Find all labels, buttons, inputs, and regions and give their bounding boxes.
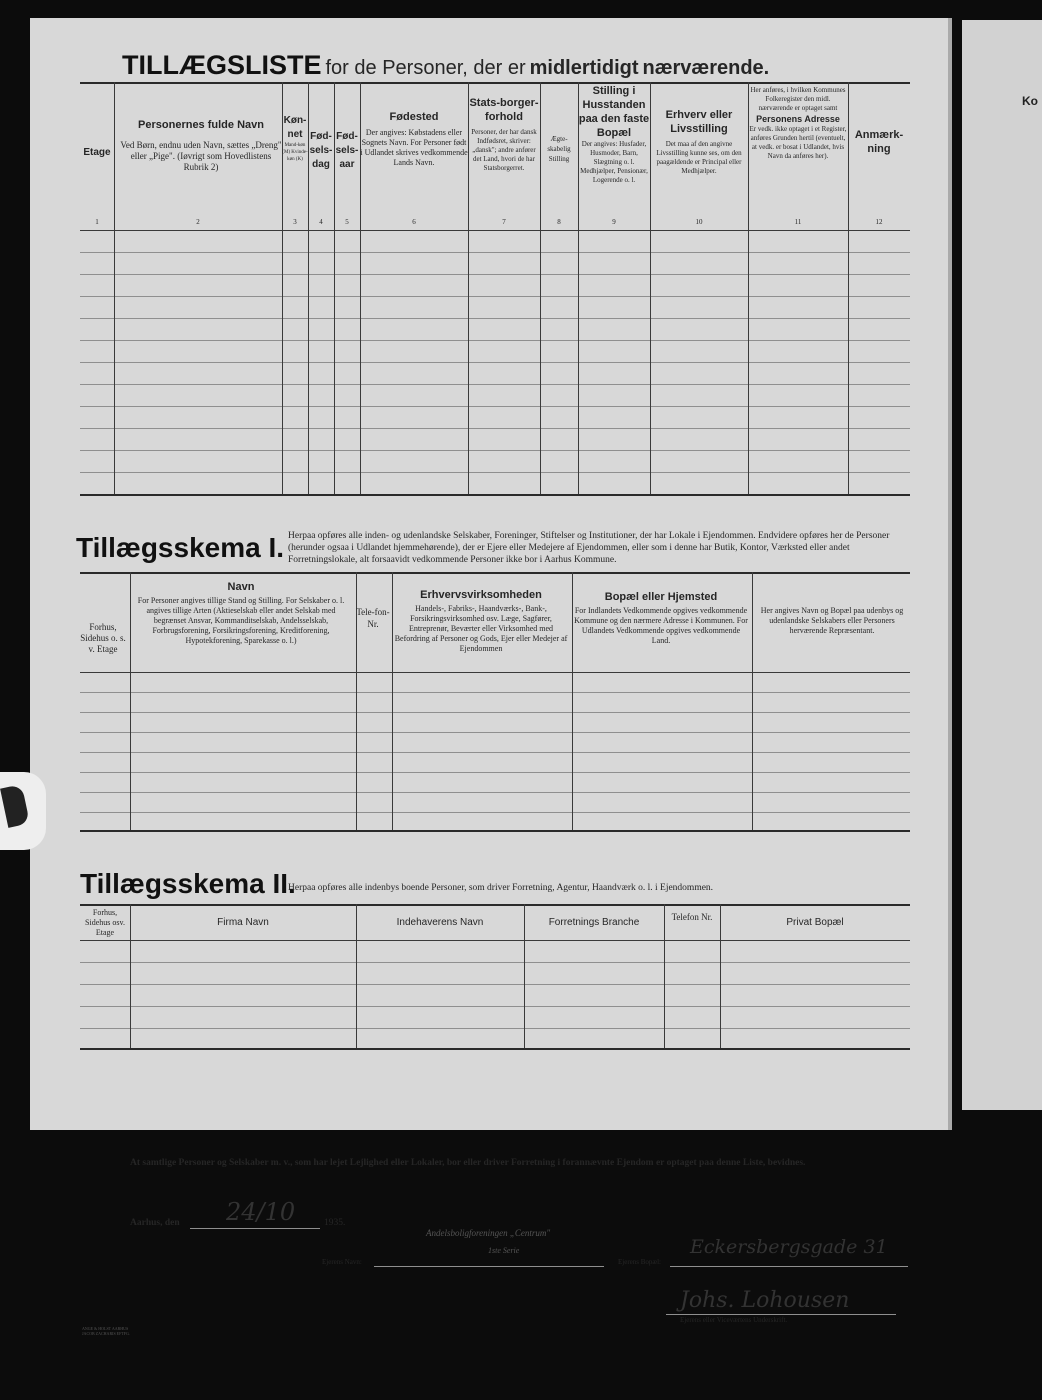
s1-col-divider-4 (752, 572, 753, 830)
main-row-line-10 (80, 472, 910, 473)
column-number: 1 (95, 218, 99, 226)
col-koen (282, 114, 308, 163)
column-number: 12 (875, 218, 883, 226)
main-col-divider-0 (114, 82, 115, 494)
s1-col-erhverv-sub: Handels-, Fabriks-, Haandværks-, Bank-, Forsikringsvirksomhed osv. Læge, Sagfører, Entreprenør, Beværter eller Virksomhed med Befordring af Personer og Gods, Ejer eller Medejer af Ejendommen (394, 604, 568, 653)
owner-addr-line (670, 1266, 908, 1267)
s1-col-etage-title: Forhus, Sidehus o. s. v. Etage (80, 622, 126, 654)
s1-row-line-2 (80, 732, 910, 733)
col-stilling-sub: Der angives: Husfader, Husmoder, Barn, Slægtning o. l. Medhjælper, Pensionær, Logerende o. l. (580, 140, 648, 184)
s1-row-line-4 (80, 772, 910, 773)
owner-addr-label: Ejerens Bopæl: (618, 1258, 661, 1266)
s1-col-navn (130, 580, 352, 646)
adjacent-page (962, 20, 1042, 1110)
s2-col-firma (130, 916, 356, 930)
col-adresse-sub: Er vedk. ikke optaget i et Register, anføres Grunden hertil (eventuelt, at vedk. er bosat i Udlandet, hvis Navn da anføres her). (749, 125, 847, 160)
s2-col-branche-title: Forretnings Branche (548, 917, 640, 928)
col-adresse-title: Personens Adresse (756, 114, 840, 124)
col-foedselsaar-title: Fød-sels-aar (335, 131, 359, 170)
form-page (30, 18, 948, 1336)
s1-row-line-0 (80, 692, 910, 693)
column-number: 10 (695, 218, 703, 226)
col-erhverv-title: Erhverv eller Livsstilling (665, 109, 733, 135)
col-aegteskab (540, 134, 578, 164)
title-bold2: midlertidigt (529, 57, 639, 79)
s2-col-firma-title: Firma Navn (217, 917, 269, 928)
s2-top-rule (80, 904, 910, 906)
main-row-line-6 (80, 384, 910, 385)
signature-label: Ejerens eller Viceværtens Underskrift. (680, 1316, 788, 1324)
column-number: 3 (293, 218, 297, 226)
main-row-line-1 (80, 274, 910, 275)
declaration-text: At samtlige Personer og Selskaber m. v., som har lejet Lejlighed eller Lokaler, bor eller driver Forretning i forannævnte Ejendom er optaget paa denne Liste, bevidnes. (130, 1158, 806, 1168)
column-number: 5 (345, 218, 349, 226)
skema1-desc: Herpaa opføres alle inden- og udenlandske Selskaber, Foreninger, Stiftelser og Institutioner, der har Lokale i Ejendommen. Endvidere opføres her de Personer (herunder ogsaa i Udlandet hjemmehørende), der er Ejere eller Medejere af Ejendommen, eller som i denne har Butik, Kontor, Værksted eller andet Forretningslokale, alt forsaavidt vedkommende Personer ikke bor i Aarhus Kommune. (288, 531, 890, 565)
col-foedselsdag-title: Fød-sels-dag (309, 131, 333, 170)
col-etage (80, 146, 114, 160)
col-etage-title: Etage (83, 147, 111, 158)
col-navn-title: Personernes fulde Navn (138, 119, 264, 131)
s2-col-bopael-title: Privat Bopæl (786, 917, 844, 928)
s2-row-line-2 (80, 1006, 910, 1007)
owner-name-line (374, 1266, 604, 1267)
city-label: Aarhus, den (130, 1218, 180, 1228)
main-bottom-rule (80, 494, 910, 496)
col-navn-sub: Ved Børn, endnu uden Navn, sættes „Dreng" eller „Pige". (Iøvrigt som Hovedlistens Rubrik 2) (120, 140, 282, 172)
s2-col-telefon-title: Telefon Nr. (671, 912, 713, 922)
col-erhverv (650, 108, 748, 176)
s2-col-etage-title: Forhus, Sidehus osv. Etage (85, 908, 125, 937)
owner-stamp2: 1ste Serie (488, 1246, 520, 1255)
col-stilling-title: Stilling i Husstanden paa den faste Bopæl (578, 85, 650, 139)
s1-col-erhverv-title: Erhvervsvirksomheden (420, 589, 542, 601)
s1-bottom-rule (80, 830, 910, 832)
s1-col-telefon-title: Tele-fon-Nr. (356, 607, 390, 629)
column-number: 8 (557, 218, 561, 226)
s1-col-navn-sub: For Personer angives tillige Stand og Stilling. For Selskaber o. l. angives tillige Arten (Aktieselskab eller andet Selskab med begrænset Ansvar, Kommanditselskab, Andelsselskab, Forbrugsforening, Forsikringsforening, Kreditforening, Hypotekforening, Sparekasse o. l.) (137, 596, 345, 645)
skema1-title: Tillægsskema I. (76, 532, 285, 563)
date-handwriting: 24/10 (226, 1198, 296, 1226)
binder-clip (0, 772, 46, 850)
main-row-line-0 (80, 252, 910, 253)
col-anmaerkning (848, 128, 910, 156)
s1-row-line-1 (80, 712, 910, 713)
s2-col-divider-3 (664, 904, 665, 1048)
title-rest2: nærværende. (642, 57, 770, 79)
main-row-line-9 (80, 450, 910, 451)
col-statsborger (468, 96, 540, 173)
main-row-line-2 (80, 296, 910, 297)
col-foedested-title: Fødested (389, 111, 439, 123)
s1-header-rule (80, 672, 910, 673)
s1-top-rule (80, 572, 910, 574)
col-erhverv-sub: Det maa af den angivne Livsstilling kunne ses, om den paagældende er Principal eller Medhjælper. (656, 140, 742, 175)
s2-col-indehaver-title: Indehaverens Navn (396, 917, 484, 928)
col-adresse-subtop: Her anføres, i hvilken Kommunes Folkeregister den midl. nærværende er optaget samt (750, 86, 846, 112)
main-row-line-5 (80, 362, 910, 363)
main-row-line-4 (80, 340, 910, 341)
col-statsborger-sub: Personer, der har dansk Indfødsret, skriver: „dansk"; andre anfører det Land, hvori de har Statsborgerret. (471, 128, 537, 172)
printer-mark: ANGE & HOLST AARHUS JACOB ZACHARIS EFTFG. (82, 1326, 130, 1336)
s1-col-bopael-title: Bopæl eller Hjemsted (604, 591, 718, 603)
s2-col-telefon (664, 912, 720, 923)
column-number: 2 (196, 218, 200, 226)
col-koen-sub: Mand-køn (M) Kvinde-køn (K) (282, 143, 308, 162)
col-aegteskab-title: Ægte-skabelig Stilling (547, 135, 571, 163)
s2-col-branche (524, 916, 664, 930)
s2-col-indehaver (356, 916, 524, 930)
s2-col-etage (80, 908, 130, 938)
signature: Johs. Lohousen (680, 1288, 850, 1313)
main-row-line-3 (80, 318, 910, 319)
s1-col-navn-title: Navn (227, 581, 255, 593)
s2-row-line-0 (80, 962, 910, 963)
s1-col-bopael (572, 590, 750, 646)
col-foedselsdag (308, 130, 334, 172)
col-adresse (748, 86, 848, 161)
col-navn (120, 118, 282, 173)
title-bold: TILLÆGSLISTE (122, 50, 322, 80)
col-anmaerkning-title: Anmærk-ning (854, 129, 904, 155)
s1-col-erhverv (392, 588, 570, 654)
s1-row-line-6 (80, 812, 910, 813)
skema2-desc: Herpaa opføres alle indenbys boende Personer, som driver Forretning, Agentur, Haandværk o. l. i Ejendommen. (288, 883, 714, 893)
s2-row-line-3 (80, 1028, 910, 1029)
column-number: 9 (612, 218, 616, 226)
skema2-title: Tillægsskema II. (80, 868, 296, 899)
s2-bottom-rule (80, 1048, 910, 1050)
col-koen-title: Køn-net (283, 115, 307, 140)
s1-col-repr-sub: Her angives Navn og Bopæl paa udenbys og udenlandske Selskabers eller Personers herværende Repræsentant. (760, 606, 904, 635)
col-foedested (360, 110, 468, 168)
s2-col-bopael (720, 916, 910, 930)
main-row-line-8 (80, 428, 910, 429)
s1-row-line-5 (80, 792, 910, 793)
column-number: 11 (794, 218, 802, 226)
column-number: 6 (412, 218, 416, 226)
page-edge (948, 18, 952, 1130)
col-foedselsaar (334, 130, 360, 172)
title-rest: for de Personer, der er (325, 57, 526, 79)
owner-addr-handwriting: Eckersbergsgade 31 (690, 1236, 888, 1258)
s1-col-etage (80, 622, 126, 655)
col-stilling (578, 84, 650, 185)
owner-name-label: Ejerens Navn: (322, 1258, 362, 1266)
s2-header-rule (80, 940, 910, 941)
main-top-rule (80, 82, 910, 84)
date-line (190, 1228, 320, 1229)
column-number: 7 (502, 218, 506, 226)
main-header-rule (80, 230, 910, 231)
year: 1935. (324, 1218, 346, 1228)
s1-row-line-3 (80, 752, 910, 753)
s1-col-repr (758, 606, 906, 636)
s1-col-bopael-sub: For Indlandets Vedkommende opgives vedkommende Kommune og den nærmere Adresse i Kommunen. For Udlandets Vedkommende opgives vedkommende Land. (574, 606, 748, 645)
s1-col-telefon (356, 606, 390, 630)
signature-line (666, 1314, 896, 1315)
column-number: 4 (319, 218, 323, 226)
adjacent-page-text: Ko (1022, 94, 1038, 108)
main-row-line-7 (80, 406, 910, 407)
col-statsborger-title: Stats-borger-forhold (469, 97, 539, 123)
owner-stamp: Andelsboligforeningen „Centrum" (426, 1228, 551, 1238)
s2-row-line-1 (80, 984, 910, 985)
col-foedested-sub: Der angives: Købstadens eller Sognets Navn. For Personer født i Udlandet skrives vedkommende Lands Navn. (360, 128, 468, 167)
main-title (122, 50, 922, 81)
